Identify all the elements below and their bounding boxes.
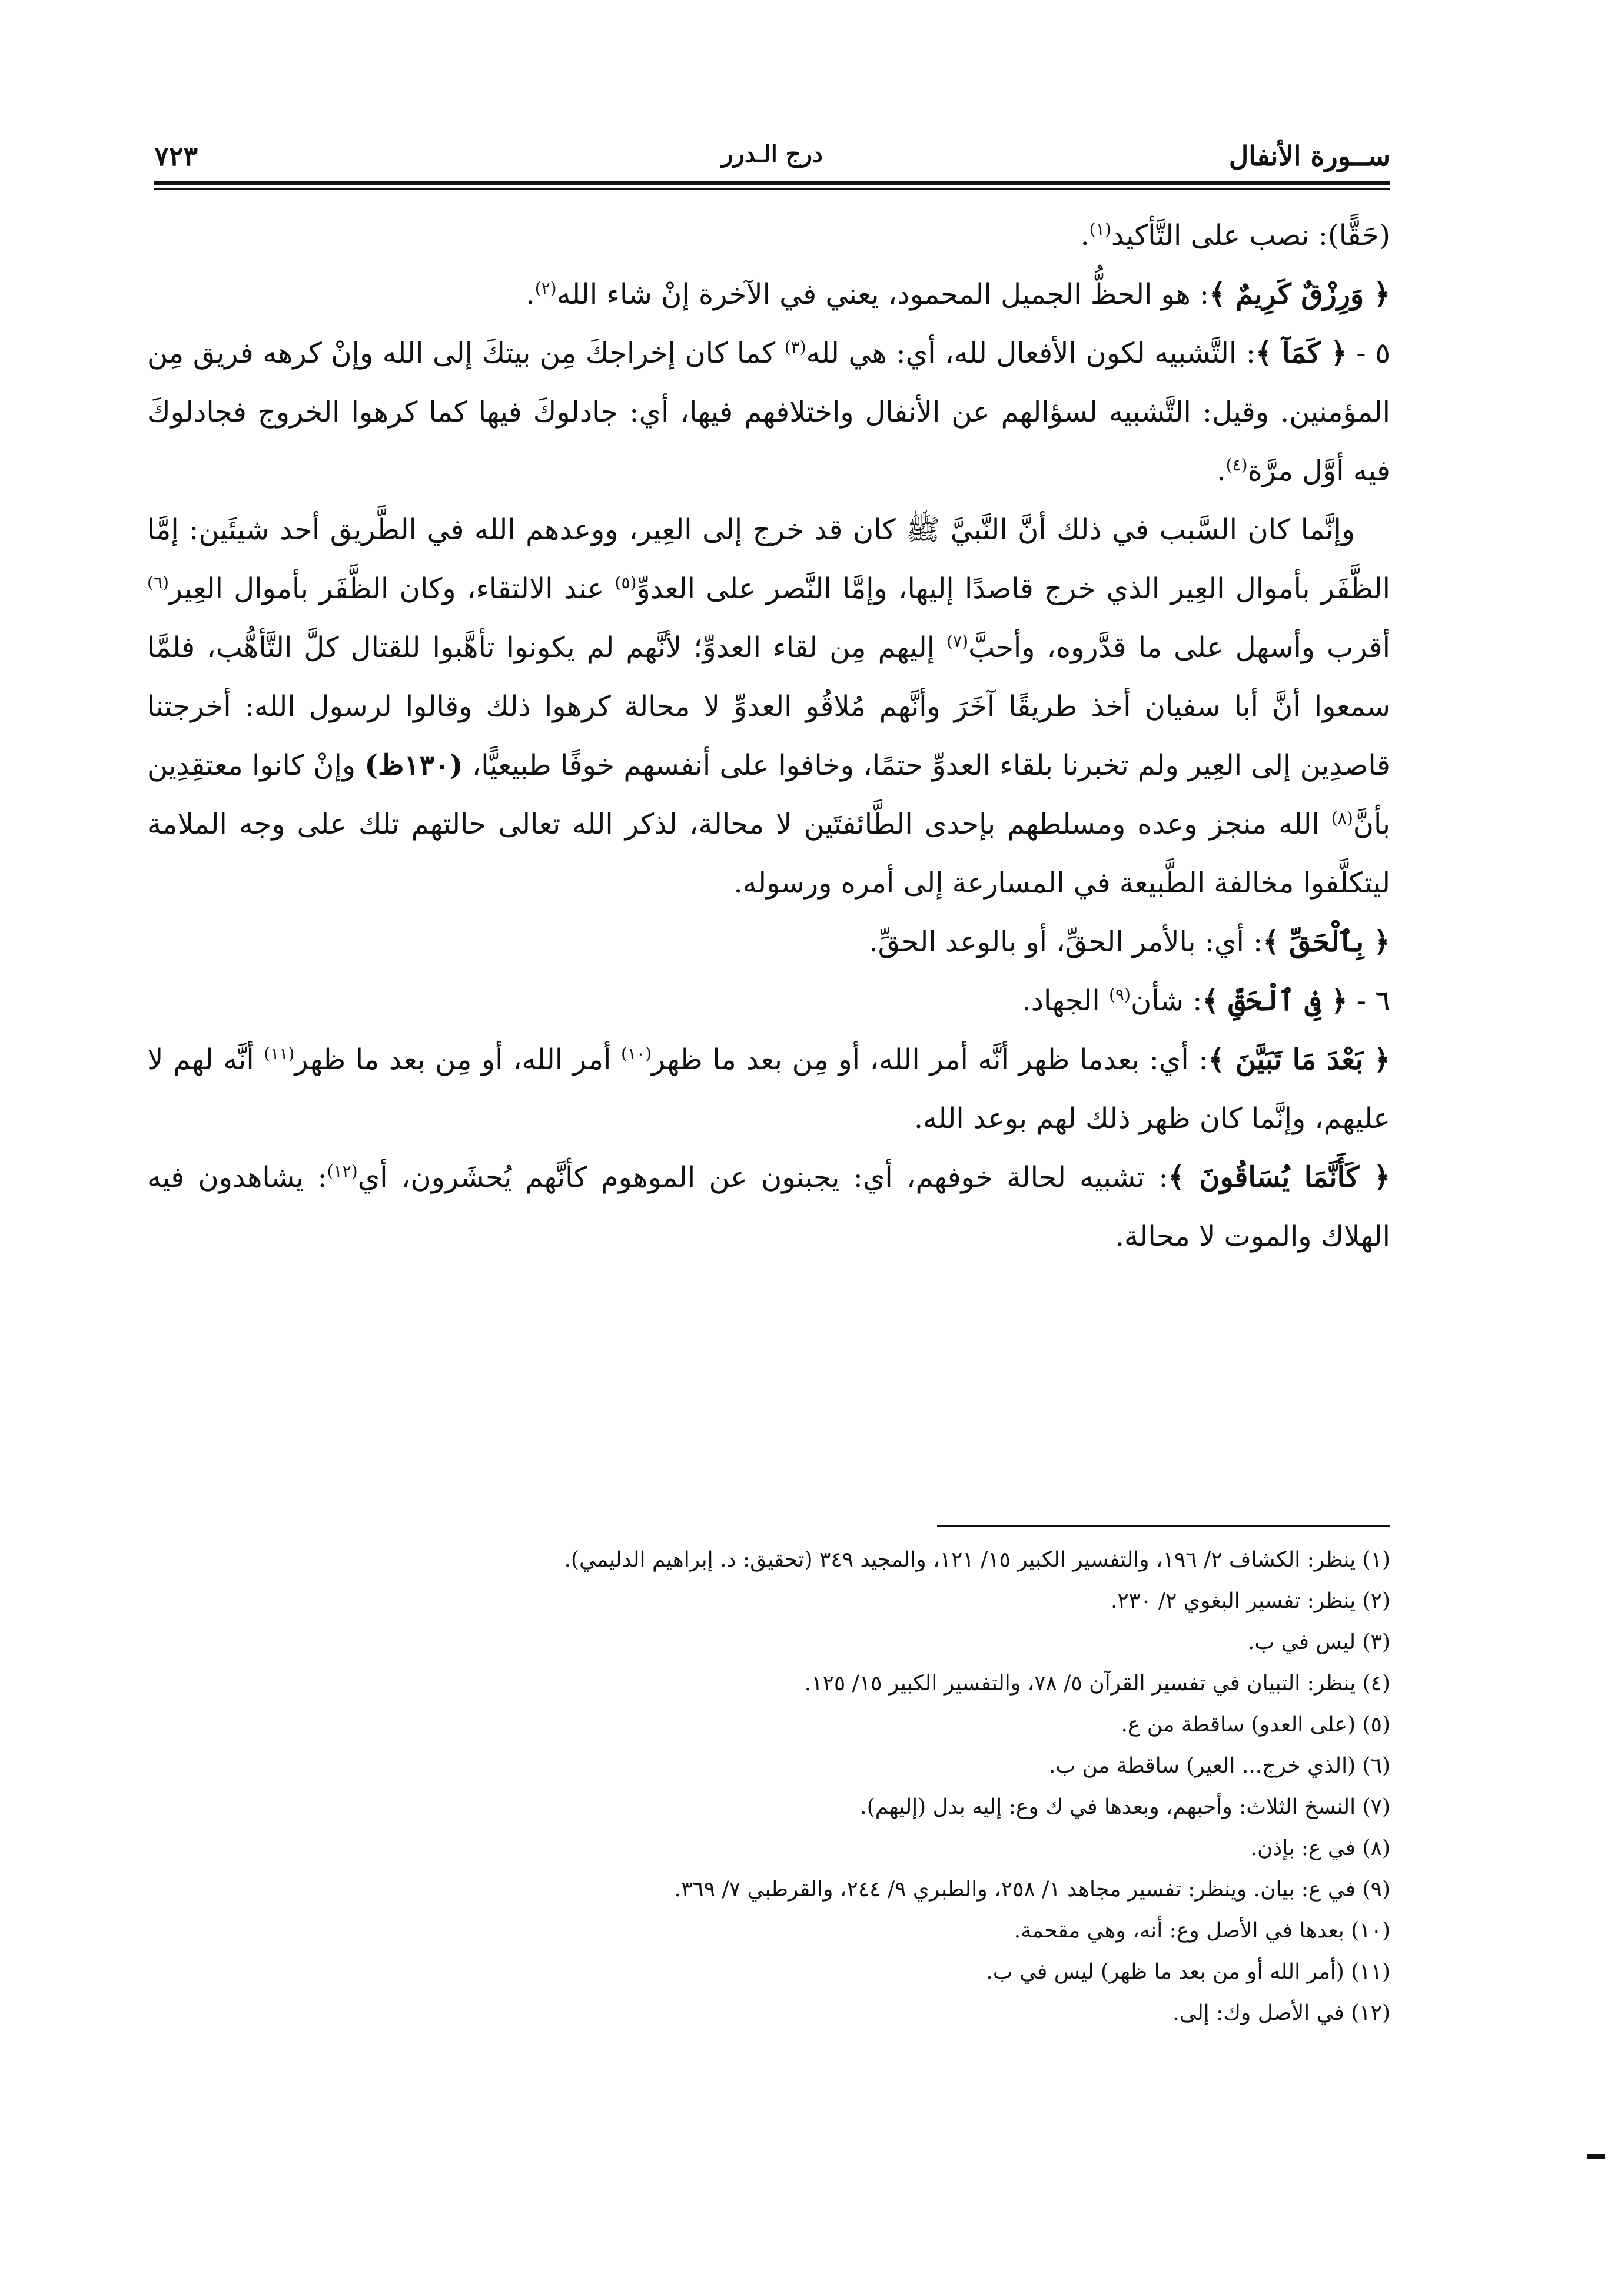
scan-edge-mark bbox=[1587, 2154, 1605, 2159]
quran-verse: ﴿ بَعْدَ مَا تَبَيَّنَ ﴾ bbox=[1208, 1043, 1391, 1076]
paragraph bbox=[147, 500, 1390, 913]
footnote-ref: (٤) bbox=[1225, 455, 1248, 475]
footnote: (٨) في ع: بإذن. bbox=[1250, 1836, 1390, 1860]
quran-verse: ﴿ وَرِزْقٌ كَرِيمٌ ﴾ bbox=[1209, 278, 1390, 311]
footnote-ref: (١١) bbox=[264, 1044, 295, 1063]
text-run: . bbox=[1080, 219, 1089, 252]
text-run: إليهم مِن لقاء العدوِّ؛ لأنَّهم لم يكونوا تأهَّبوا للقتال كلَّ التَّأهُّب، فلمَّا سمعوا أنَّ أبا سفيان أخذ طريقًا آخَرَ وأنَّهم مُلاقُو العدوِّ لا محالة كرهوا ذلك وقالوا لرسول الله: أخرجتنا قاصدِين إلى العِير ولم تخبرنا بلقاء العدوِّ حتمًا، وخافوا على أنفسهم خوفًا طبيعيًّا، bbox=[147, 631, 1391, 782]
footnote: (٦) (الذي خرج... العير) ساقطة من ب. bbox=[1048, 1754, 1390, 1778]
text-run: وإنْ كانوا معتقِدِين بأنَّ bbox=[147, 749, 1390, 841]
running-head-book-title: درج الـدرر bbox=[722, 140, 823, 168]
text-run: . bbox=[526, 278, 535, 311]
paragraph bbox=[147, 1030, 1390, 1148]
footnote: (٤) ينظر: التبيان في تفسير القرآن ٥/ ٧٨، والتفسير الكبير ١٥/ ١٢٥. bbox=[804, 1671, 1390, 1696]
paragraph bbox=[147, 913, 1390, 971]
paragraph bbox=[147, 265, 1390, 324]
footnote: (٣) ليس في ب. bbox=[1247, 1630, 1390, 1654]
page-header bbox=[154, 140, 1390, 181]
paragraph bbox=[147, 971, 1390, 1030]
text-run: الله منجز وعده ومسلطهم بإحدى الطَّائفتَين لا محالة، لذكر الله تعالى حالتهم تلك على وجه الملامة ليتكلَّفوا مخالفة الطَّبيعة في المسارعة إلى أمره ورسوله. bbox=[147, 808, 1390, 900]
footnote: (٧) النسخ الثلاث: وأحبهم، وبعدها في ك وع: إليه بدل (إليهم). bbox=[860, 1795, 1390, 1819]
header-rule bbox=[154, 181, 1390, 185]
text-run: ٥ - bbox=[1347, 337, 1391, 370]
text-run: أنَّه لهم لا عليهم، وإنَّما كان ظهر ذلك لهم بوعد الله. bbox=[147, 1043, 1390, 1135]
footnote-ref: (١) bbox=[1089, 220, 1111, 239]
quran-verse: ﴿ كَأَنَّمَا يُسَاقُونَ ﴾ bbox=[1168, 1161, 1391, 1194]
text-run: : هو الحظُّ الجميل المحمود، يعني في الآخرة إنْ شاء الله bbox=[556, 278, 1210, 311]
text-run: . bbox=[1217, 454, 1226, 487]
footnote: (٩) في ع: بيان. وينظر: تفسير مجاهد ١/ ٢٥٨، والطبري ٩/ ٢٤٤، والقرطبي ٧/ ٣٦٩. bbox=[674, 1877, 1390, 1902]
quran-verse: (١٣٠ظ) bbox=[364, 749, 463, 782]
footnote: (١) ينظر: الكشاف ٢/ ١٩٦، والتفسير الكبير ١٥/ ١٢١، والمجيد ٣٤٩ (تحقيق: د. إبراهيم الدليمي). bbox=[564, 1548, 1390, 1572]
running-head-surah: ســورة الأنفال bbox=[1228, 140, 1390, 172]
footnote-separator bbox=[937, 1525, 1390, 1527]
page-number: ٧٢٣ bbox=[154, 140, 198, 172]
footnote: (١٢) في الأصل وك: إلى. bbox=[1172, 2001, 1390, 2025]
footnote: (٥) (على العدو) ساقطة من ع. bbox=[1121, 1713, 1390, 1737]
text-run: : شأن bbox=[1130, 984, 1203, 1017]
text-run: أقرب وأسهل على ما قدَّروه، وأحبَّ bbox=[968, 631, 1390, 664]
footnote-ref: (٢) bbox=[534, 278, 557, 298]
paragraph bbox=[147, 324, 1390, 500]
header-rule-thin bbox=[154, 188, 1390, 190]
footnote: (١٠) بعدها في الأصل وع: أنه، وهي مقحمة. bbox=[1014, 1919, 1390, 1943]
footnote-ref: (١٠) bbox=[620, 1044, 652, 1063]
quran-verse: ﴿ كَمَآ ﴾ bbox=[1255, 337, 1347, 370]
footnotes bbox=[147, 1539, 1390, 2034]
footnote-ref: (١٢) bbox=[327, 1162, 358, 1181]
footnote-ref: (٧) bbox=[946, 632, 969, 651]
paragraph bbox=[147, 206, 1390, 265]
text-run: وإنَّما كان السَّبب في ذلك أنَّ النَّبيَّ ﷺ كان قد خرج إلى العِير، ووعدهم الله في الطَّريق أحد شيئَين: إمَّا الظَّفَر بأموال العِير الذي خرج قاصدًا إليها، وإمَّا النَّصر على العدوِّ bbox=[147, 513, 1390, 605]
footnote-ref: (٨) bbox=[1331, 808, 1353, 828]
text-run: كما كان إخراجكَ مِن بيتكَ إلى الله وإنْ كرهه فريق مِن المؤمنين. وقيل: التَّشبيه لسؤالهم عن الأنفال واختلافهم فيها، أي: جادلوكَ فيها كما كرهوا الخروج فجادلوكَ فيه أوَّل مرَّة bbox=[147, 337, 1390, 487]
text-run: : تشبيه لحالة خوفهم، أي: يجبنون عن الموهوم كأنَّهم يُحشَرون، أي bbox=[357, 1161, 1168, 1194]
footnote-ref: (٦) bbox=[147, 573, 169, 592]
quran-verse: ﴿ بِٱلْحَقِّ ﴾ bbox=[1263, 925, 1390, 958]
text-run: أمر الله، أو مِن بعد ما ظهر bbox=[294, 1043, 621, 1076]
footnote-ref: (٩) bbox=[1109, 985, 1131, 1004]
text-run: (حَقًّا): نصب على التَّأكيد bbox=[1111, 219, 1390, 252]
text-run: : أي: بالأمر الحقِّ، أو بالوعد الحقِّ. bbox=[869, 925, 1263, 958]
main-text bbox=[147, 206, 1390, 1266]
footnote-ref: (٣) bbox=[784, 337, 806, 357]
text-run: : أي: بعدما ظهر أنَّه أمر الله، أو مِن بعد ما ظهر bbox=[651, 1043, 1208, 1076]
text-run: ٦ - bbox=[1347, 984, 1390, 1017]
text-run: : التَّشبيه لكون الأفعال لله، أي: هي لله bbox=[806, 337, 1256, 370]
text-run: الجهاد. bbox=[1022, 984, 1110, 1017]
footnote: (٢) ينظر: تفسير البغوي ٢/ ٢٣٠. bbox=[1110, 1589, 1390, 1613]
footnote-ref: (٥) bbox=[614, 573, 637, 592]
quran-verse: ﴿ فِى ٱلْحَقِّ ﴾ bbox=[1202, 984, 1348, 1017]
text-run: عند الالتقاء، وكان الظَّفَر بأموال العِير bbox=[168, 572, 615, 605]
text-run: : يشاهدون فيه الهلاك والموت لا محالة. bbox=[147, 1161, 1390, 1253]
paragraph bbox=[147, 1148, 1390, 1266]
footnote: (١١) (أمر الله أو من بعد ما ظهر) ليس في ب. bbox=[986, 1960, 1390, 1984]
